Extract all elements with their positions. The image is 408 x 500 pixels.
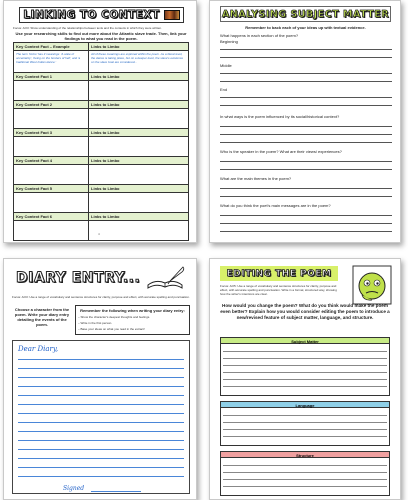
linking-to-context-worksheet[interactable] (3, 0, 197, 243)
link-cell-4[interactable] (89, 165, 189, 185)
fact-cell-6[interactable] (14, 221, 89, 241)
writing-line[interactable] (18, 413, 184, 414)
worksheet-title-box (220, 266, 338, 281)
label-beginning: Beginning (220, 39, 238, 44)
writing-line[interactable] (18, 395, 184, 396)
answer-line[interactable] (220, 196, 392, 197)
diary-instruction: Choose a character from the poem. Write your diary entry detailing the events of the poem. (14, 307, 70, 327)
example-fact-header: Key Context Fact – Example (14, 43, 89, 51)
example-link-cell: All of these meanings are explored within the poem. As a literal level, the dance is taking place, but on a deeper level, the slave's existence on the slave boat are considered... (89, 51, 189, 73)
answer-line[interactable] (220, 142, 392, 143)
link-header-4: Links to Limbo (89, 157, 189, 165)
worksheet-title: DIARY ENTRY... (16, 270, 141, 286)
link-header-2: Links to Limbo (89, 101, 189, 109)
answer-line[interactable] (220, 49, 392, 50)
reminder-title: Remember the following when writing your diary entry: (80, 308, 185, 313)
label-middle: Middle (220, 63, 232, 68)
writing-line[interactable] (18, 359, 184, 360)
diary-writing-area[interactable] (12, 340, 190, 494)
worksheet-title: EDITING THE POEM (226, 268, 332, 279)
worksheet-title-box (19, 7, 184, 23)
focus-text: Focus: AO3: Show understanding of the relationships between texts and the contexts in which they were written. (13, 26, 162, 30)
writing-line[interactable] (223, 486, 387, 487)
link-cell-1[interactable] (89, 81, 189, 101)
answer-line[interactable] (220, 105, 392, 106)
answer-line[interactable] (220, 81, 392, 82)
analysing-subject-matter-worksheet[interactable] (209, 0, 401, 243)
fact-header-3: Key Context Fact 3 (14, 129, 89, 137)
writing-line[interactable] (18, 386, 184, 387)
fact-cell-5[interactable] (14, 193, 89, 213)
diary-entry-worksheet[interactable] (3, 258, 197, 500)
writing-line[interactable] (18, 440, 184, 441)
example-link-header: Links to Limbo (89, 43, 189, 51)
reminder-text: Remember to back each of your ideas up with textual evidence. (245, 25, 366, 30)
focus-text: Focus: AO3: Use a range of vocabulary and sentence structures for clarity, purpose and effect, with accurate spelling and punctuation. (12, 295, 190, 299)
section-body-structure[interactable] (220, 458, 390, 496)
book-and-quill-icon (146, 265, 186, 291)
fact-header-2: Key Context Fact 2 (14, 101, 89, 109)
thinking-face-icon (352, 265, 392, 305)
question-sections: What happens in each section of the poem? (220, 33, 299, 38)
section-header-language: Language (220, 401, 390, 408)
answer-line[interactable] (220, 169, 392, 170)
writing-line[interactable] (223, 436, 387, 437)
worksheet-title-box (220, 6, 391, 22)
writing-line[interactable] (223, 358, 387, 359)
answer-line[interactable] (220, 161, 392, 162)
answer-line[interactable] (220, 134, 392, 135)
page-number: 4 (98, 232, 100, 236)
writing-line[interactable] (18, 449, 184, 450)
link-header-6: Links to Limbo (89, 213, 189, 221)
fact-header-5: Key Context Fact 5 (14, 185, 89, 193)
fact-cell-4[interactable] (14, 165, 89, 185)
writing-line[interactable] (223, 379, 387, 380)
fact-cell-3[interactable] (14, 137, 89, 157)
writing-line[interactable] (223, 422, 387, 423)
link-cell-3[interactable] (89, 137, 189, 157)
writing-line[interactable] (223, 429, 387, 430)
editing-the-poem-worksheet[interactable] (209, 258, 401, 500)
answer-line[interactable] (220, 73, 392, 74)
fact-cell-1[interactable] (14, 81, 89, 101)
writing-line[interactable] (223, 415, 387, 416)
editing-question: How would you change the poem? What do you think would make the poem even better? Explain how you would consider editing the poem to introduce a new/revised feature of subject matter, language, and structure. (220, 303, 390, 320)
link-header-3: Links to Limbo (89, 129, 189, 137)
example-fact-cell: The term 'limbo' has 3 meanings: 'A state of uncertainty', 'being on the borders of hell', and 'a traditional West Indian dance.' (14, 51, 89, 73)
section-header-structure: Structure (220, 451, 390, 458)
worksheet-instructions: Use your researching skills to find out more about the Atlantic slave trade. Then, link your findings to what you read in the poem. (15, 31, 187, 41)
question-context: In what ways is the poem influenced by its social/historical context? (220, 114, 340, 119)
link-cell-5[interactable] (89, 193, 189, 213)
writing-line[interactable] (18, 431, 184, 432)
title-thumbnail-image (164, 10, 180, 20)
writing-line[interactable] (223, 386, 387, 387)
section-body-language[interactable] (220, 408, 390, 446)
writing-line[interactable] (18, 422, 184, 423)
tip-1: – Show the character's deepest thoughts and feelings. (78, 315, 151, 319)
fact-header-6: Key Context Fact 6 (14, 213, 89, 221)
signed-label: Signed (63, 485, 85, 492)
focus-text: Focus: AO5: Use a range of vocabulary and sentence structures for clarity, purpose and effect, with accurate spelling and punctuation. Write in a formal, structured way, showing how the writer's intentions are clear. (220, 284, 337, 296)
writing-line[interactable] (223, 472, 387, 473)
writing-line[interactable] (18, 458, 184, 459)
answer-line[interactable] (220, 231, 392, 232)
label-end: End (220, 87, 228, 92)
worksheet-title: LINKING TO CONTEXT (23, 9, 160, 21)
answer-line[interactable] (220, 126, 392, 127)
section-body-subject-matter[interactable] (220, 344, 390, 396)
writing-line[interactable] (18, 404, 184, 405)
tip-2: – Write in the first person. (78, 321, 113, 325)
link-cell-2[interactable] (89, 109, 189, 129)
writing-line[interactable] (223, 365, 387, 366)
question-message: What do you think the poet's main messages are in the poem? (220, 203, 331, 208)
link-cell-6[interactable] (89, 221, 189, 241)
worksheet-title: ANALYSING SUBJECT MATTER (221, 8, 390, 20)
answer-line[interactable] (220, 97, 392, 98)
tip-3: – Base your ideas on what you read in the extract! (78, 327, 145, 331)
section-header-subject-matter: Subject Matter (220, 337, 390, 344)
signature-line[interactable] (91, 491, 141, 492)
writing-line[interactable] (223, 351, 387, 352)
answer-line[interactable] (220, 57, 392, 58)
answer-line[interactable] (220, 188, 392, 189)
question-speaker: Who is the speaker in the poem? What are their views/ experiences? (220, 149, 342, 154)
writing-line[interactable] (18, 476, 184, 477)
context-table (13, 42, 189, 241)
fact-cell-2[interactable] (14, 109, 89, 129)
writing-line[interactable] (223, 465, 387, 466)
question-themes: What are the main themes in the poem? (220, 176, 292, 181)
writing-line[interactable] (223, 479, 387, 480)
writing-line[interactable] (18, 377, 184, 378)
answer-line[interactable] (220, 215, 392, 216)
fact-header-4: Key Context Fact 4 (14, 157, 89, 165)
link-header-5: Links to Limbo (89, 185, 189, 193)
worksheet-title-box (10, 264, 190, 292)
writing-line[interactable] (18, 467, 184, 468)
answer-line[interactable] (220, 223, 392, 224)
link-header-1: Links to Limbo (89, 73, 189, 81)
fact-header-1: Key Context Fact 1 (14, 73, 89, 81)
writing-line[interactable] (18, 368, 184, 369)
dear-diary-heading: Dear Diary, (18, 345, 59, 353)
reminder-box (75, 305, 190, 335)
writing-line[interactable] (223, 372, 387, 373)
